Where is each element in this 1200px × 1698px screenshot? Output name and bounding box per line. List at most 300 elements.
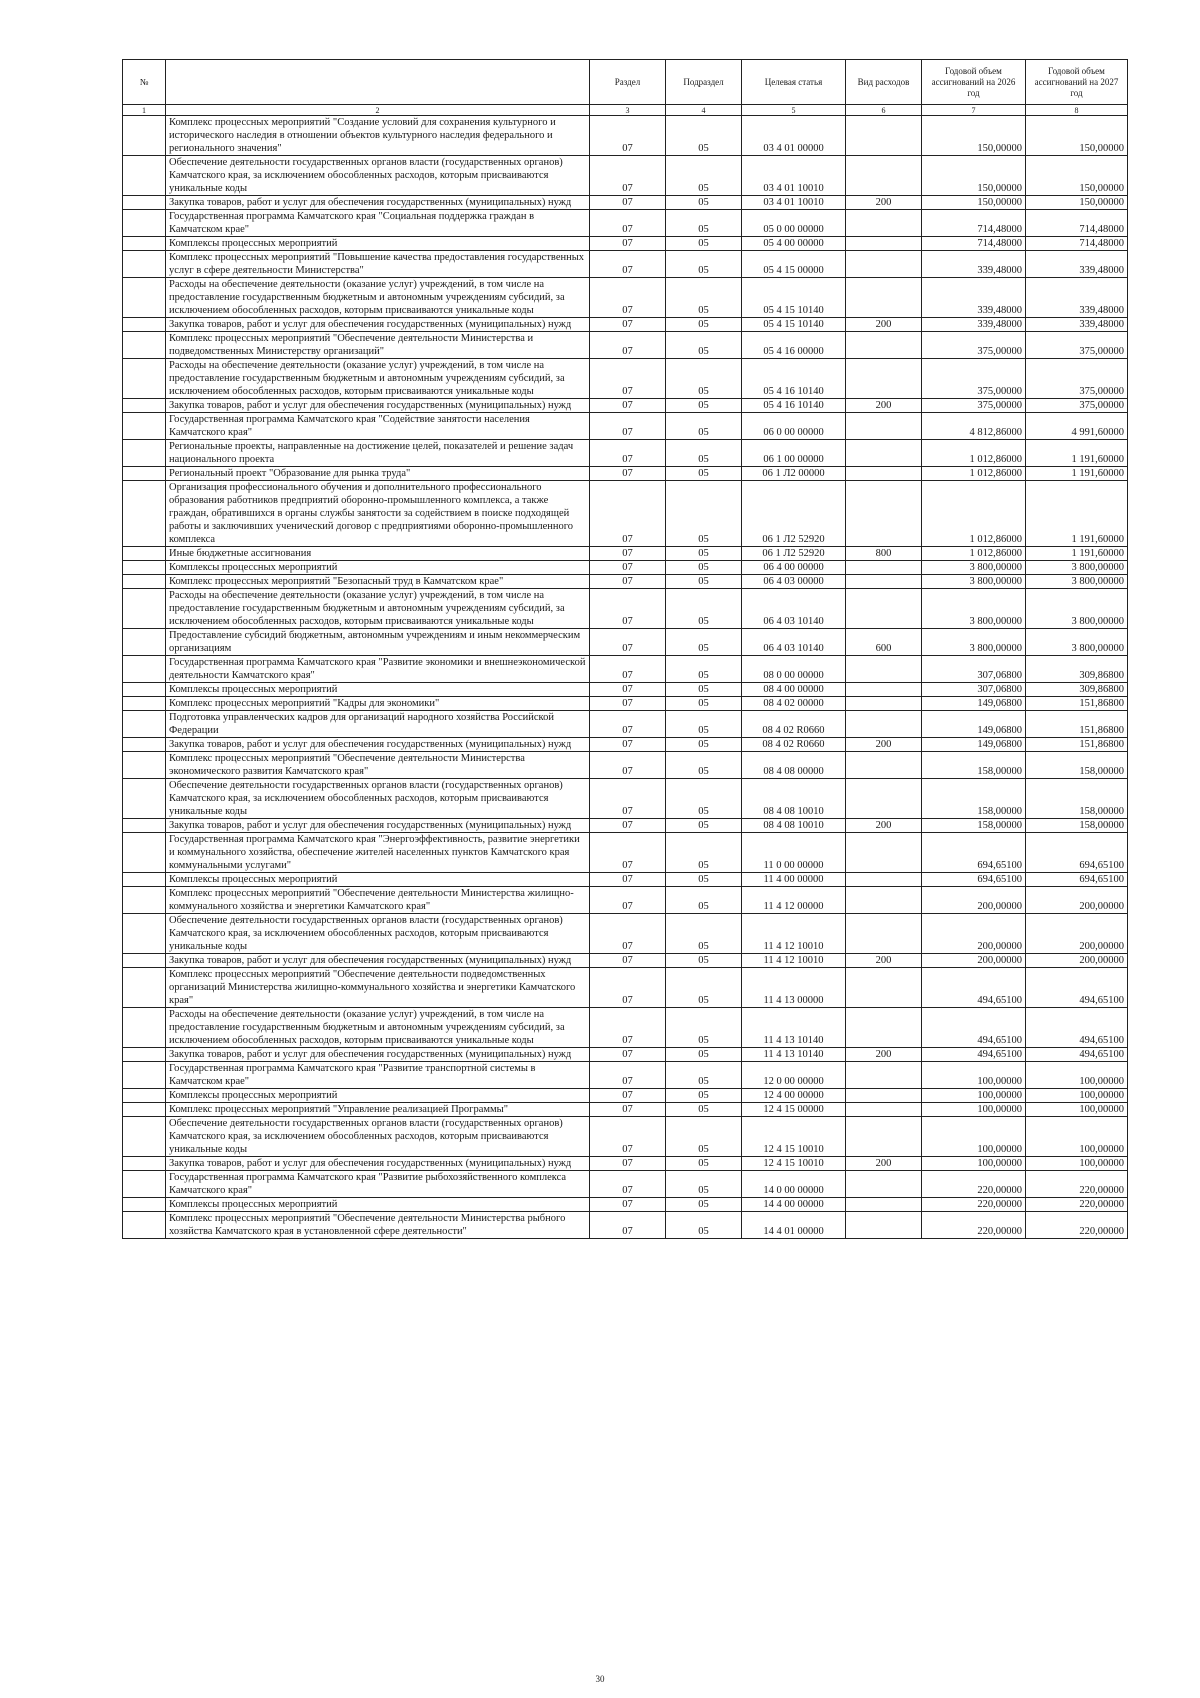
row-allocation-2027-cell: 151,86800 — [1026, 738, 1128, 752]
row-target-article-cell: 05 4 15 10140 — [742, 318, 846, 332]
row-name-cell: Региональные проекты, направленные на достижение целей, показателей и решение задач национального проекта — [166, 440, 590, 467]
row-expense-type-cell — [846, 561, 922, 575]
row-razdel-cell: 07 — [590, 332, 666, 359]
row-name-cell: Комплекс процессных мероприятий "Создание условий для сохранения культурного и исторического наследия в отношении объектов культурного наследия федерального и регионального значения" — [166, 116, 590, 156]
row-allocation-2027-cell: 694,65100 — [1026, 873, 1128, 887]
row-target-article-cell: 06 4 03 10140 — [742, 589, 846, 629]
table-row — [123, 413, 1128, 440]
table-row — [123, 968, 1128, 1008]
row-allocation-2026-cell: 158,00000 — [922, 779, 1026, 819]
row-allocation-2026-cell: 200,00000 — [922, 887, 1026, 914]
row-podrazdel-cell: 05 — [666, 318, 742, 332]
colnum: 4 — [666, 105, 742, 116]
row-allocation-2026-cell: 100,00000 — [922, 1117, 1026, 1157]
header-target-article: Целевая статья — [742, 60, 846, 105]
table-row — [123, 752, 1128, 779]
row-razdel-cell: 07 — [590, 779, 666, 819]
row-razdel-cell: 07 — [590, 1048, 666, 1062]
row-name-cell: Расходы на обеспечение деятельности (оказание услуг) учреждений, в том числе на предоставление государственным бюджетным и автономным учреждениям субсидий, за исключением обособленных расходов, которым присваиваются уникальные коды — [166, 589, 590, 629]
row-allocation-2027-cell: 375,00000 — [1026, 359, 1128, 399]
table-row — [123, 210, 1128, 237]
row-number-cell — [123, 697, 166, 711]
budget-table-sheet — [122, 59, 1127, 1239]
table-row — [123, 318, 1128, 332]
table-row — [123, 1089, 1128, 1103]
row-allocation-2027-cell: 151,86800 — [1026, 711, 1128, 738]
colnum: 2 — [166, 105, 590, 116]
row-target-article-cell: 05 4 15 10140 — [742, 278, 846, 318]
row-razdel-cell: 07 — [590, 629, 666, 656]
row-allocation-2027-cell: 100,00000 — [1026, 1157, 1128, 1171]
row-podrazdel-cell: 05 — [666, 914, 742, 954]
row-razdel-cell: 07 — [590, 467, 666, 481]
row-podrazdel-cell: 05 — [666, 629, 742, 656]
row-allocation-2027-cell: 714,48000 — [1026, 237, 1128, 251]
row-number-cell — [123, 278, 166, 318]
row-razdel-cell: 07 — [590, 359, 666, 399]
row-allocation-2027-cell: 3 800,00000 — [1026, 629, 1128, 656]
row-allocation-2027-cell: 150,00000 — [1026, 156, 1128, 196]
table-row — [123, 332, 1128, 359]
row-number-cell — [123, 116, 166, 156]
row-allocation-2026-cell: 375,00000 — [922, 332, 1026, 359]
row-podrazdel-cell: 05 — [666, 210, 742, 237]
table-row — [123, 1117, 1128, 1157]
row-number-cell — [123, 683, 166, 697]
row-razdel-cell: 07 — [590, 887, 666, 914]
row-expense-type-cell — [846, 1089, 922, 1103]
row-target-article-cell: 06 4 00 00000 — [742, 561, 846, 575]
row-name-cell: Подготовка управленческих кадров для организаций народного хозяйства Российской Федерации — [166, 711, 590, 738]
row-allocation-2026-cell: 339,48000 — [922, 278, 1026, 318]
row-name-cell: Закупка товаров, работ и услуг для обеспечения государственных (муниципальных) нужд — [166, 954, 590, 968]
row-name-cell: Организация профессионального обучения и дополнительного профессионального образования работников предприятий оборонно-промышленного комплекса, а также граждан, обратившихся в органы службы занятости за содействием в поиске подходящей работы и заключивших ученический договор с предприятиями оборонно-промышленного комплекса — [166, 481, 590, 547]
row-expense-type-cell — [846, 332, 922, 359]
row-allocation-2026-cell: 149,06800 — [922, 738, 1026, 752]
row-allocation-2027-cell: 150,00000 — [1026, 196, 1128, 210]
table-row — [123, 156, 1128, 196]
row-target-article-cell: 06 1 Л2 00000 — [742, 467, 846, 481]
row-allocation-2027-cell: 309,86800 — [1026, 656, 1128, 683]
row-target-article-cell: 11 4 12 10010 — [742, 954, 846, 968]
row-razdel-cell: 07 — [590, 1117, 666, 1157]
table-row — [123, 1212, 1128, 1239]
row-allocation-2026-cell: 694,65100 — [922, 873, 1026, 887]
row-name-cell: Иные бюджетные ассигнования — [166, 547, 590, 561]
table-row — [123, 196, 1128, 210]
row-expense-type-cell — [846, 752, 922, 779]
row-allocation-2027-cell: 375,00000 — [1026, 399, 1128, 413]
row-number-cell — [123, 210, 166, 237]
row-allocation-2026-cell: 1 012,86000 — [922, 481, 1026, 547]
row-allocation-2026-cell: 150,00000 — [922, 116, 1026, 156]
row-number-cell — [123, 629, 166, 656]
row-name-cell: Комплекс процессных мероприятий "Кадры для экономики" — [166, 697, 590, 711]
row-expense-type-cell: 200 — [846, 196, 922, 210]
row-podrazdel-cell: 05 — [666, 873, 742, 887]
row-allocation-2027-cell: 3 800,00000 — [1026, 589, 1128, 629]
row-allocation-2026-cell: 1 012,86000 — [922, 547, 1026, 561]
row-number-cell — [123, 251, 166, 278]
table-row — [123, 629, 1128, 656]
row-expense-type-cell — [846, 656, 922, 683]
row-number-cell — [123, 873, 166, 887]
row-allocation-2026-cell: 307,06800 — [922, 656, 1026, 683]
row-allocation-2026-cell: 100,00000 — [922, 1157, 1026, 1171]
row-number-cell — [123, 332, 166, 359]
row-allocation-2026-cell: 494,65100 — [922, 1048, 1026, 1062]
row-number-cell — [123, 954, 166, 968]
budget-allocation-table — [122, 59, 1128, 1239]
row-expense-type-cell — [846, 413, 922, 440]
row-number-cell — [123, 887, 166, 914]
table-row — [123, 589, 1128, 629]
row-expense-type-cell — [846, 575, 922, 589]
row-name-cell: Государственная программа Камчатского края "Развитие рыбохозяйственного комплекса Камчатского края" — [166, 1171, 590, 1198]
row-expense-type-cell — [846, 1212, 922, 1239]
row-razdel-cell: 07 — [590, 318, 666, 332]
row-podrazdel-cell: 05 — [666, 359, 742, 399]
row-number-cell — [123, 968, 166, 1008]
row-allocation-2027-cell: 3 800,00000 — [1026, 575, 1128, 589]
table-row — [123, 1157, 1128, 1171]
table-row — [123, 954, 1128, 968]
row-expense-type-cell — [846, 1171, 922, 1198]
row-name-cell: Закупка товаров, работ и услуг для обеспечения государственных (муниципальных) нужд — [166, 399, 590, 413]
row-razdel-cell: 07 — [590, 1103, 666, 1117]
row-allocation-2027-cell: 200,00000 — [1026, 887, 1128, 914]
row-number-cell — [123, 196, 166, 210]
row-target-article-cell: 11 4 13 10140 — [742, 1048, 846, 1062]
row-razdel-cell: 07 — [590, 561, 666, 575]
row-razdel-cell: 07 — [590, 1212, 666, 1239]
colnum: 6 — [846, 105, 922, 116]
row-target-article-cell: 05 4 00 00000 — [742, 237, 846, 251]
row-allocation-2026-cell: 714,48000 — [922, 237, 1026, 251]
row-allocation-2027-cell: 100,00000 — [1026, 1117, 1128, 1157]
row-expense-type-cell — [846, 697, 922, 711]
row-target-article-cell: 11 4 12 00000 — [742, 887, 846, 914]
row-name-cell: Предоставление субсидий бюджетным, автономным учреждениям и иным некоммерческим организациям — [166, 629, 590, 656]
row-number-cell — [123, 833, 166, 873]
row-razdel-cell: 07 — [590, 752, 666, 779]
row-target-article-cell: 06 0 00 00000 — [742, 413, 846, 440]
row-razdel-cell: 07 — [590, 954, 666, 968]
row-target-article-cell: 08 0 00 00000 — [742, 656, 846, 683]
table-row — [123, 278, 1128, 318]
row-podrazdel-cell: 05 — [666, 440, 742, 467]
row-allocation-2027-cell: 1 191,60000 — [1026, 481, 1128, 547]
row-name-cell: Расходы на обеспечение деятельности (оказание услуг) учреждений, в том числе на предоставление государственным бюджетным и автономным учреждениям субсидий, за исключением обособленных расходов, которым присваиваются уникальные коды — [166, 359, 590, 399]
row-target-article-cell: 05 4 16 00000 — [742, 332, 846, 359]
table-row — [123, 1008, 1128, 1048]
row-name-cell: Комплексы процессных мероприятий — [166, 873, 590, 887]
row-expense-type-cell: 200 — [846, 399, 922, 413]
row-expense-type-cell: 200 — [846, 1048, 922, 1062]
row-razdel-cell: 07 — [590, 547, 666, 561]
row-allocation-2026-cell: 149,06800 — [922, 697, 1026, 711]
row-allocation-2026-cell: 3 800,00000 — [922, 589, 1026, 629]
table-row — [123, 1062, 1128, 1089]
row-allocation-2027-cell: 339,48000 — [1026, 278, 1128, 318]
header-expense-type: Вид расходов — [846, 60, 922, 105]
colnum: 8 — [1026, 105, 1128, 116]
row-allocation-2027-cell: 200,00000 — [1026, 914, 1128, 954]
row-podrazdel-cell: 05 — [666, 196, 742, 210]
row-target-article-cell: 05 4 16 10140 — [742, 359, 846, 399]
row-podrazdel-cell: 05 — [666, 1117, 742, 1157]
table-row — [123, 1048, 1128, 1062]
row-number-cell — [123, 711, 166, 738]
table-row — [123, 116, 1128, 156]
row-expense-type-cell — [846, 481, 922, 547]
row-expense-type-cell — [846, 278, 922, 318]
row-razdel-cell: 07 — [590, 697, 666, 711]
row-expense-type-cell: 200 — [846, 954, 922, 968]
row-allocation-2026-cell: 158,00000 — [922, 819, 1026, 833]
row-expense-type-cell — [846, 156, 922, 196]
row-podrazdel-cell: 05 — [666, 954, 742, 968]
row-expense-type-cell — [846, 359, 922, 399]
row-target-article-cell: 14 4 01 00000 — [742, 1212, 846, 1239]
row-number-cell — [123, 399, 166, 413]
table-row — [123, 467, 1128, 481]
row-name-cell: Комплекс процессных мероприятий "Безопасный труд в Камчатском крае" — [166, 575, 590, 589]
table-row — [123, 779, 1128, 819]
row-razdel-cell: 07 — [590, 116, 666, 156]
table-row — [123, 481, 1128, 547]
table-header-row — [123, 60, 1128, 105]
row-number-cell — [123, 318, 166, 332]
row-name-cell: Обеспечение деятельности государственных органов власти (государственных органов) Камчатского края, за исключением обособленных расходов, которым присваиваются уникальные коды — [166, 156, 590, 196]
row-allocation-2026-cell: 494,65100 — [922, 968, 1026, 1008]
row-target-article-cell: 03 4 01 10010 — [742, 156, 846, 196]
table-body — [123, 116, 1128, 1239]
row-target-article-cell: 05 4 16 10140 — [742, 399, 846, 413]
header-allocation-2026: Годовой объем ассигнований на 2026 год — [922, 60, 1026, 105]
row-podrazdel-cell: 05 — [666, 251, 742, 278]
row-expense-type-cell — [846, 210, 922, 237]
row-podrazdel-cell: 05 — [666, 399, 742, 413]
row-number-cell — [123, 589, 166, 629]
row-allocation-2026-cell: 694,65100 — [922, 833, 1026, 873]
row-podrazdel-cell: 05 — [666, 1062, 742, 1089]
row-podrazdel-cell: 05 — [666, 752, 742, 779]
row-target-article-cell: 14 4 00 00000 — [742, 1198, 846, 1212]
row-expense-type-cell — [846, 116, 922, 156]
row-allocation-2027-cell: 694,65100 — [1026, 833, 1128, 873]
row-target-article-cell: 12 4 00 00000 — [742, 1089, 846, 1103]
row-name-cell: Закупка товаров, работ и услуг для обеспечения государственных (муниципальных) нужд — [166, 196, 590, 210]
row-number-cell — [123, 481, 166, 547]
table-row — [123, 1103, 1128, 1117]
row-target-article-cell: 06 1 Л2 52920 — [742, 481, 846, 547]
row-target-article-cell: 11 4 13 00000 — [742, 968, 846, 1008]
row-razdel-cell: 07 — [590, 819, 666, 833]
row-name-cell: Расходы на обеспечение деятельности (оказание услуг) учреждений, в том числе на предоставление государственным бюджетным и автономным учреждениям субсидий, за исключением обособленных расходов, которым присваиваются уникальные коды — [166, 1008, 590, 1048]
row-name-cell: Государственная программа Камчатского края "Развитие экономики и внешнеэкономической деятельности Камчатского края" — [166, 656, 590, 683]
row-allocation-2027-cell: 220,00000 — [1026, 1212, 1128, 1239]
row-name-cell: Обеспечение деятельности государственных органов власти (государственных органов) Камчатского края, за исключением обособленных расходов, которым присваиваются уникальные коды — [166, 779, 590, 819]
row-razdel-cell: 07 — [590, 738, 666, 752]
row-allocation-2027-cell: 4 991,60000 — [1026, 413, 1128, 440]
row-number-cell — [123, 1062, 166, 1089]
row-name-cell: Комплексы процессных мероприятий — [166, 1089, 590, 1103]
row-podrazdel-cell: 05 — [666, 413, 742, 440]
row-target-article-cell: 12 4 15 10010 — [742, 1117, 846, 1157]
row-podrazdel-cell: 05 — [666, 332, 742, 359]
row-podrazdel-cell: 05 — [666, 561, 742, 575]
header-allocation-2027: Годовой объем ассигнований на 2027 год — [1026, 60, 1128, 105]
table-row — [123, 1198, 1128, 1212]
row-target-article-cell: 12 4 15 00000 — [742, 1103, 846, 1117]
row-expense-type-cell — [846, 968, 922, 1008]
row-allocation-2027-cell: 3 800,00000 — [1026, 561, 1128, 575]
row-expense-type-cell — [846, 1103, 922, 1117]
row-allocation-2026-cell: 4 812,86000 — [922, 413, 1026, 440]
row-podrazdel-cell: 05 — [666, 1089, 742, 1103]
row-razdel-cell: 07 — [590, 278, 666, 318]
row-razdel-cell: 07 — [590, 1157, 666, 1171]
row-razdel-cell: 07 — [590, 413, 666, 440]
row-allocation-2027-cell: 150,00000 — [1026, 116, 1128, 156]
row-expense-type-cell — [846, 467, 922, 481]
row-podrazdel-cell: 05 — [666, 156, 742, 196]
row-allocation-2026-cell: 339,48000 — [922, 318, 1026, 332]
row-podrazdel-cell: 05 — [666, 1212, 742, 1239]
row-podrazdel-cell: 05 — [666, 697, 742, 711]
row-podrazdel-cell: 05 — [666, 1171, 742, 1198]
header-no: № — [123, 60, 166, 105]
row-allocation-2027-cell: 158,00000 — [1026, 752, 1128, 779]
row-target-article-cell: 08 4 08 10010 — [742, 819, 846, 833]
row-target-article-cell: 08 4 02 00000 — [742, 697, 846, 711]
row-allocation-2026-cell: 1 012,86000 — [922, 440, 1026, 467]
table-row — [123, 819, 1128, 833]
row-razdel-cell: 07 — [590, 1198, 666, 1212]
row-allocation-2026-cell: 3 800,00000 — [922, 561, 1026, 575]
row-allocation-2027-cell: 494,65100 — [1026, 1008, 1128, 1048]
row-number-cell — [123, 914, 166, 954]
colnum: 7 — [922, 105, 1026, 116]
row-podrazdel-cell: 05 — [666, 1198, 742, 1212]
row-name-cell: Комплекс процессных мероприятий "Обеспечение деятельности Министерства рыбного хозяйства Камчатского края в установленной сфере деятельности" — [166, 1212, 590, 1239]
row-name-cell: Закупка товаров, работ и услуг для обеспечения государственных (муниципальных) нужд — [166, 738, 590, 752]
row-name-cell: Комплексы процессных мероприятий — [166, 683, 590, 697]
table-row — [123, 237, 1128, 251]
row-target-article-cell: 06 1 00 00000 — [742, 440, 846, 467]
row-razdel-cell: 07 — [590, 656, 666, 683]
row-razdel-cell: 07 — [590, 833, 666, 873]
row-allocation-2026-cell: 220,00000 — [922, 1212, 1026, 1239]
row-allocation-2027-cell: 1 191,60000 — [1026, 547, 1128, 561]
table-row — [123, 440, 1128, 467]
row-number-cell — [123, 1198, 166, 1212]
row-allocation-2027-cell: 100,00000 — [1026, 1062, 1128, 1089]
row-target-article-cell: 06 4 03 10140 — [742, 629, 846, 656]
row-podrazdel-cell: 05 — [666, 819, 742, 833]
row-razdel-cell: 07 — [590, 399, 666, 413]
colnum: 1 — [123, 105, 166, 116]
row-podrazdel-cell: 05 — [666, 589, 742, 629]
row-number-cell — [123, 575, 166, 589]
row-expense-type-cell — [846, 1008, 922, 1048]
row-number-cell — [123, 1212, 166, 1239]
row-target-article-cell: 08 4 02 R0660 — [742, 711, 846, 738]
row-razdel-cell: 07 — [590, 251, 666, 278]
row-allocation-2026-cell: 3 800,00000 — [922, 629, 1026, 656]
row-allocation-2026-cell: 714,48000 — [922, 210, 1026, 237]
table-row — [123, 575, 1128, 589]
row-allocation-2027-cell: 494,65100 — [1026, 968, 1128, 1008]
row-target-article-cell: 06 1 Л2 52920 — [742, 547, 846, 561]
row-allocation-2027-cell: 714,48000 — [1026, 210, 1128, 237]
row-razdel-cell: 07 — [590, 1062, 666, 1089]
colnum: 5 — [742, 105, 846, 116]
row-expense-type-cell — [846, 237, 922, 251]
row-allocation-2026-cell: 200,00000 — [922, 954, 1026, 968]
row-allocation-2027-cell: 339,48000 — [1026, 251, 1128, 278]
row-target-article-cell: 05 0 00 00000 — [742, 210, 846, 237]
row-target-article-cell: 03 4 01 10010 — [742, 196, 846, 210]
row-razdel-cell: 07 — [590, 481, 666, 547]
row-expense-type-cell: 200 — [846, 738, 922, 752]
row-podrazdel-cell: 05 — [666, 711, 742, 738]
row-number-cell — [123, 738, 166, 752]
row-expense-type-cell: 600 — [846, 629, 922, 656]
row-allocation-2026-cell: 150,00000 — [922, 196, 1026, 210]
row-name-cell: Расходы на обеспечение деятельности (оказание услуг) учреждений, в том числе на предоставление государственным бюджетным и автономным учреждениям субсидий, за исключением обособленных расходов, которым присваиваются уникальные коды — [166, 278, 590, 318]
row-number-cell — [123, 1048, 166, 1062]
table-row — [123, 914, 1128, 954]
row-razdel-cell: 07 — [590, 683, 666, 697]
row-target-article-cell: 08 4 00 00000 — [742, 683, 846, 697]
column-number-row — [123, 105, 1128, 116]
row-expense-type-cell — [846, 1062, 922, 1089]
row-number-cell — [123, 819, 166, 833]
table-row — [123, 873, 1128, 887]
table-row — [123, 1171, 1128, 1198]
row-allocation-2026-cell: 150,00000 — [922, 156, 1026, 196]
row-allocation-2026-cell: 158,00000 — [922, 752, 1026, 779]
row-name-cell: Обеспечение деятельности государственных органов власти (государственных органов) Камчатского края, за исключением обособленных расходов, которым присваиваются уникальные коды — [166, 1117, 590, 1157]
row-podrazdel-cell: 05 — [666, 833, 742, 873]
row-razdel-cell: 07 — [590, 237, 666, 251]
row-allocation-2026-cell: 307,06800 — [922, 683, 1026, 697]
row-name-cell: Комплекс процессных мероприятий "Повышение качества предоставления государственных услуг в сфере деятельности Министерства" — [166, 251, 590, 278]
row-name-cell: Комплексы процессных мероприятий — [166, 1198, 590, 1212]
row-allocation-2026-cell: 220,00000 — [922, 1171, 1026, 1198]
row-podrazdel-cell: 05 — [666, 467, 742, 481]
header-razdel: Раздел — [590, 60, 666, 105]
row-target-article-cell: 12 4 15 10010 — [742, 1157, 846, 1171]
row-podrazdel-cell: 05 — [666, 1157, 742, 1171]
row-allocation-2026-cell: 375,00000 — [922, 359, 1026, 399]
row-number-cell — [123, 1103, 166, 1117]
row-razdel-cell: 07 — [590, 1171, 666, 1198]
row-number-cell — [123, 413, 166, 440]
row-allocation-2027-cell: 494,65100 — [1026, 1048, 1128, 1062]
table-row — [123, 711, 1128, 738]
row-allocation-2026-cell: 1 012,86000 — [922, 467, 1026, 481]
row-expense-type-cell — [846, 711, 922, 738]
row-allocation-2026-cell: 100,00000 — [922, 1062, 1026, 1089]
row-allocation-2027-cell: 339,48000 — [1026, 318, 1128, 332]
row-razdel-cell: 07 — [590, 156, 666, 196]
row-razdel-cell: 07 — [590, 914, 666, 954]
row-name-cell: Государственная программа Камчатского края "Энергоэффективность, развитие энергетики и коммунального хозяйства, обеспечение жителей населенных пунктов Камчатского края коммунальными услугами" — [166, 833, 590, 873]
row-number-cell — [123, 1008, 166, 1048]
